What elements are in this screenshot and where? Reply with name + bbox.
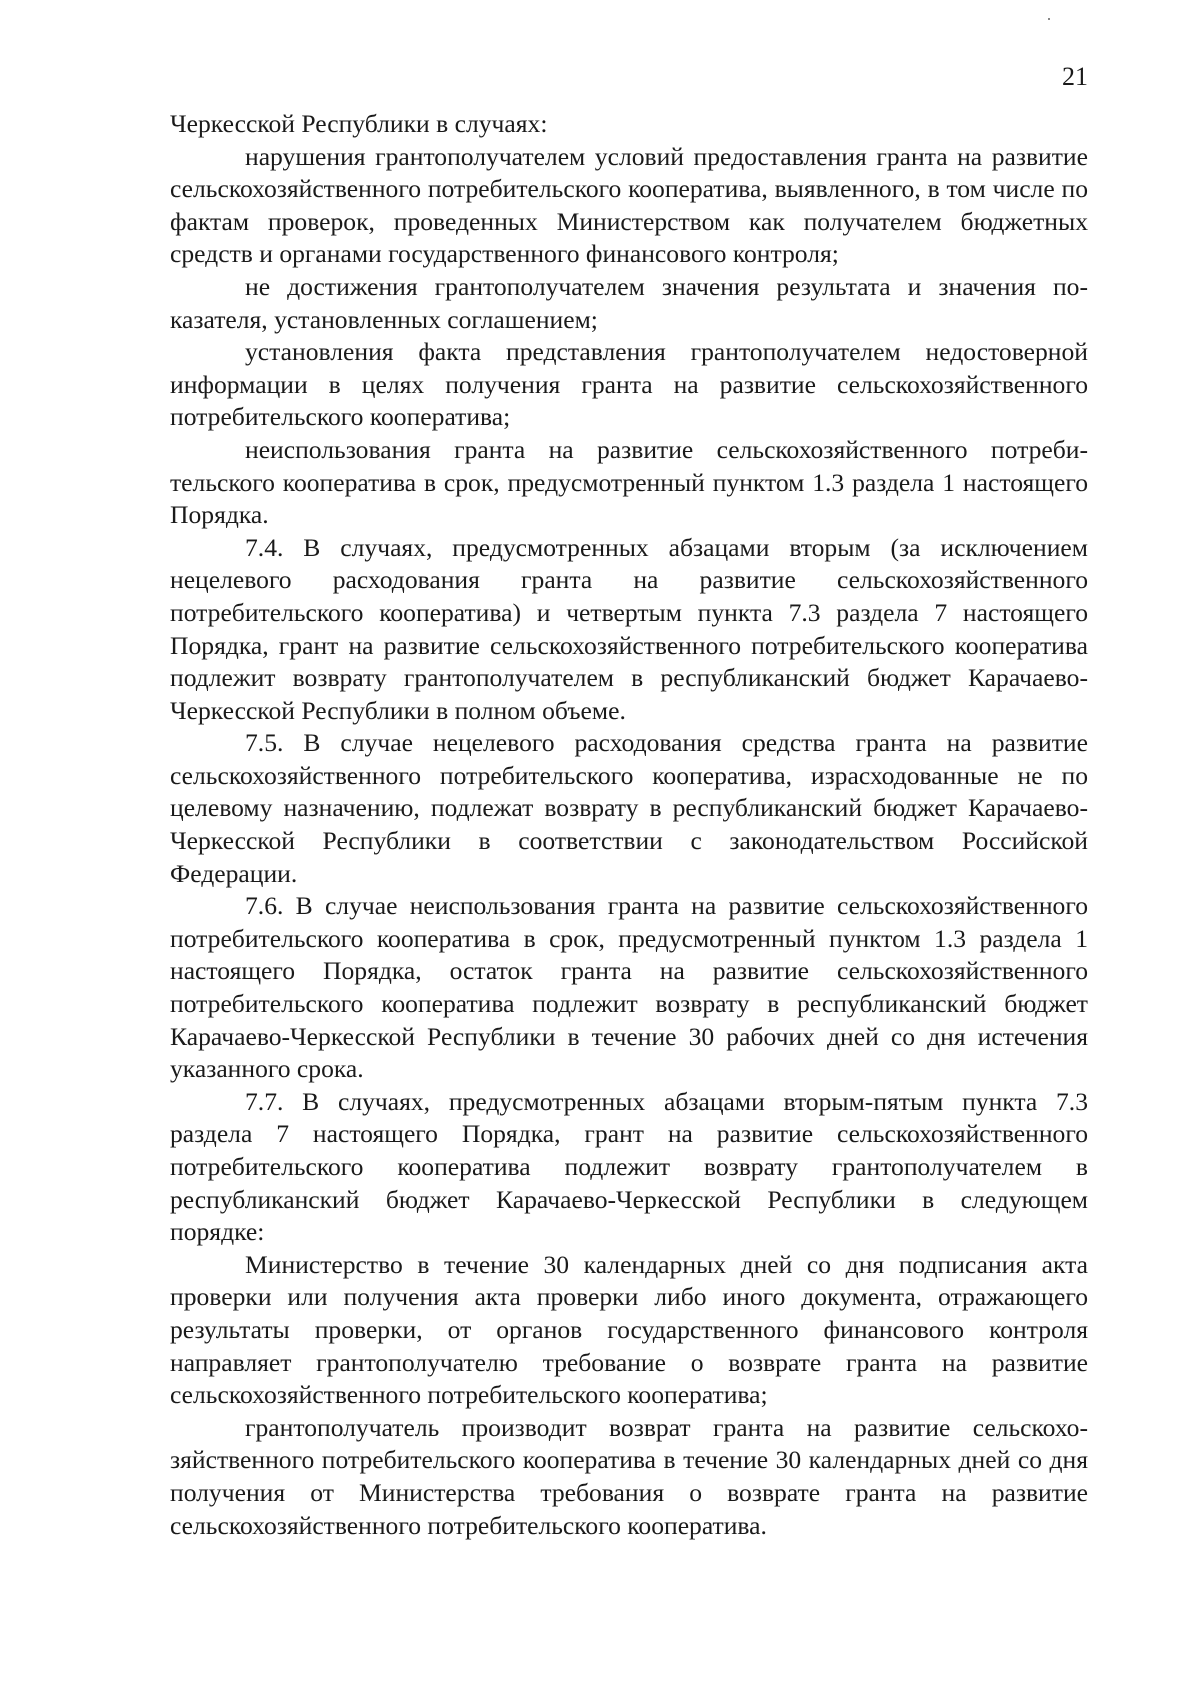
scan-speck [1048,18,1050,20]
document-body [170,108,1088,1542]
paragraph: 7.5. В случае нецелевого расходования средства гранта на развитие сельскохозяйственного потребительского кооператива, израсходованные не по целевому назначению, подлежат возврату в республиканский бюджет Карачаево-Черкесской Республики в соответствии с законодательством Российской Федерации. [170,728,1088,888]
page-number: 21 [1062,62,1088,91]
paragraph: установления факта представления грантополучателем недостоверной информации в целях получения гранта на развитие сельскохозяйственного потребительского кооператива; [170,337,1088,432]
paragraph: 7.4. В случаях, предусмотренных абзацами вторым (за исключением нецелевого расходования гранта на развитие сельскохозяйственного потребительского кооператива) и четвертым пункта 7.3 раздела 7 настоящего Порядка, грант на развитие сельскохозяйственного потребительского кооператива подлежит возврату грантополучателем в республиканский бюджет Карачаево-Черкесской Республики в полном объеме. [170,532,1088,725]
paragraph: не достижения грантополучателем значения результата и значения показателя, установленных соглашением; [170,271,1088,334]
paragraph: 7.7. В случаях, предусмотренных абзацами вторым-пятым пункта 7.3 раздела 7 настоящего Порядка, грант на развитие сельскохозяйственного потребительского кооператива подлежит возврату грантополучателем в республиканский бюджет Карачаево-Черкесской Республики в следующем порядке: [170,1086,1088,1247]
paragraph: Черкесской Республики в случаях: [170,109,548,138]
paragraph: нарушения грантополучателем условий предоставления гранта на развитие сельскохозяйственного потребительского кооператива, выявленного, в том числе по фактам проверок, проведенных Министерством как получателем бюджетных средств и органами государственного финансового контроля; [170,141,1088,269]
paragraph: грантополучатель производит возврат гранта на развитие сельскохозяйственного потребительского кооператива в течение 30 календарных дней со дня получения от Министерства требования о возврате гранта на развитие сельскохозяйственного потребительского кооператива. [170,1412,1088,1540]
paragraph: неиспользования гранта на развитие сельскохозяйственного потребительского кооператива в срок, предусмотренный пунктом 1.3 раздела 1 настоящего Порядка. [170,434,1088,530]
paragraph: 7.6. В случае неиспользования гранта на развитие сельскохозяйственного потребительского кооператива в срок, предусмотренный пунктом 1.3 раздела 1 настоящего Порядка, остаток гранта на развитие сельскохозяйственного потребительского кооператива подлежит возврату в республиканский бюджет Карачаево-Черкесской Республики в течение 30 рабочих дней со дня истечения указанного срока. [170,891,1088,1084]
paragraph: Министерство в течение 30 календарных дней со дня подписания акта проверки или получения акта проверки либо иного документа, отражающего результаты проверки, от органов государственного финансового контроля направляет грантополучателю требование о возврате гранта на развитие сельскохозяйственного потребительского кооператива; [170,1249,1088,1410]
